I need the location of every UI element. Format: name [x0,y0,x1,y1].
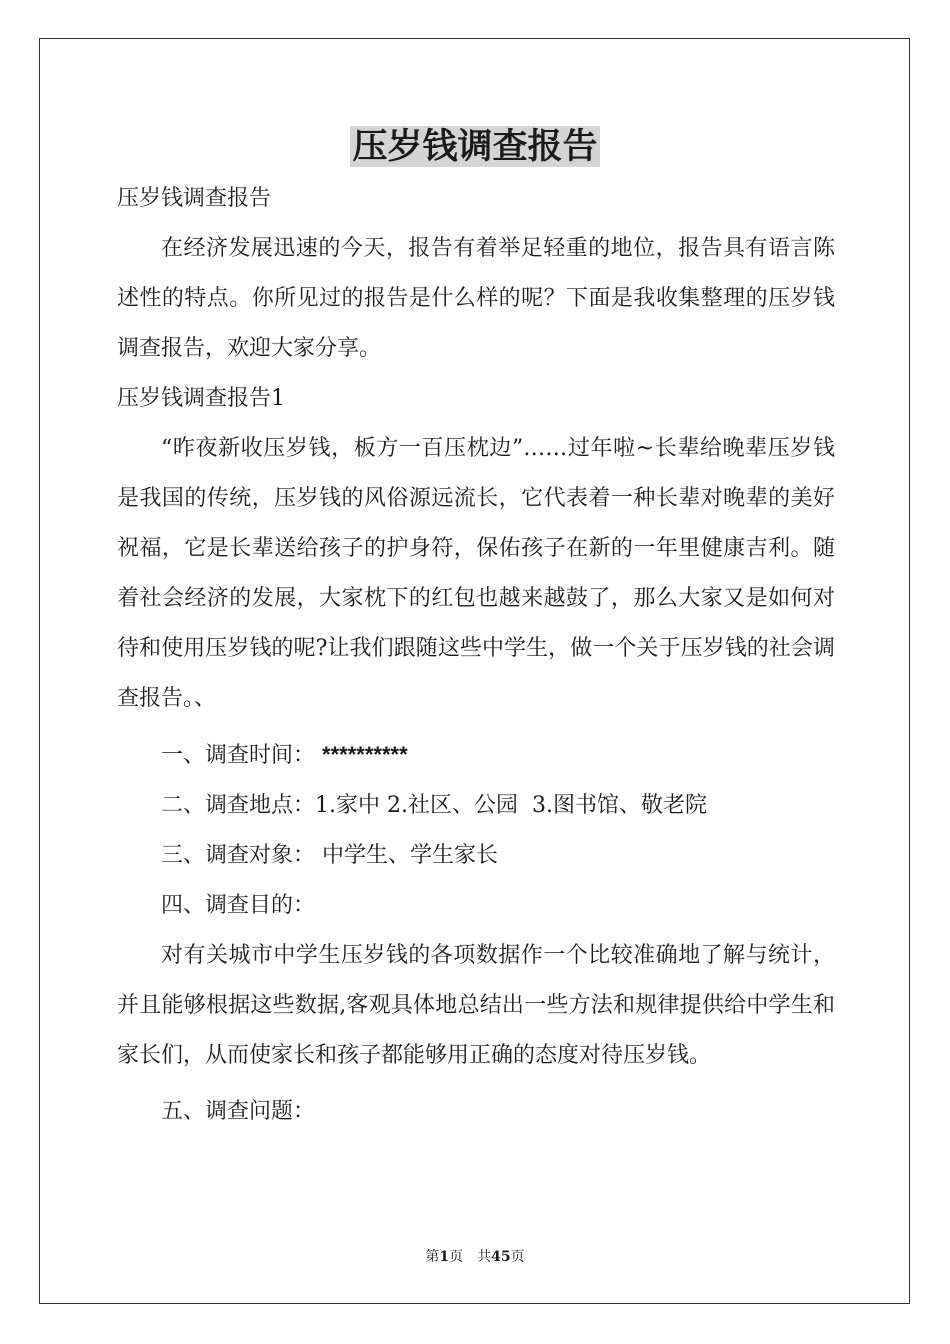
list-item-purpose: 四、调查目的： [161,893,316,918]
document-title-text: 压岁钱调查报告 [352,126,598,167]
page-footer [0,1248,950,1266]
document-title [0,124,950,170]
intro-paragraph: 在经济发展迅速的今天，报告有着举足轻重的地位，报告具有语言陈述性的特点。你所见过的报告是什么样的呢？下面是我收集整理的压岁钱调查报告，欢迎大家分享。 [117,236,835,361]
section-heading: 压岁钱调查报告1 [117,386,285,411]
footer-suffix: 页 [510,1249,525,1265]
list-item-subject-value: 中学生、学生家长 [322,843,499,868]
purpose-paragraph: 对有关城市中学生压岁钱的各项数据作一个比较准确地了解与统计，并且能够根据这些数据,客观具体地总结出一些方法和规律提供给中学生和家长们，从而使家长和孩子都能够用正确的态度对待压岁钱。 [117,943,835,1068]
subtitle: 压岁钱调查报告 [117,186,272,211]
document-body [117,174,835,1137]
list-item-questions: 五、调查问题： [161,1099,316,1124]
list-item-subject [117,831,835,881]
list-item-time [117,730,835,781]
list-item-time-label: 一、调查时间： [161,743,316,768]
list-item-place: 二、调查地点：1.家中 2.社区、公园 3.图书馆、敬老院 [161,793,707,818]
list-item-time-value: ********** [322,742,408,767]
footer-page-total: 45 [491,1249,511,1265]
footer-mid: 页 共 [449,1249,492,1265]
section-paragraph: “昨夜新收压岁钱，板方一百压枕边”……过年啦~长辈给晚辈压岁钱是我国的传统，压岁钱的风俗源远流长，它代表着一种长辈对晚辈的美好祝福，它是长辈送给孩子的护身符，保佑孩子在新的一年里健康吉利。随着社会经济的发展，大家枕下的红包也越来越鼓了，那么大家又是如何对待和使用压岁钱的呢?让我们跟随这些中学生，做一个关于压岁钱的社会调查报告。、 [117,436,835,711]
footer-prefix: 第 [425,1249,440,1265]
list-item-subject-label: 三、调查对象： [161,843,316,868]
footer-page-number: 1 [439,1249,450,1265]
